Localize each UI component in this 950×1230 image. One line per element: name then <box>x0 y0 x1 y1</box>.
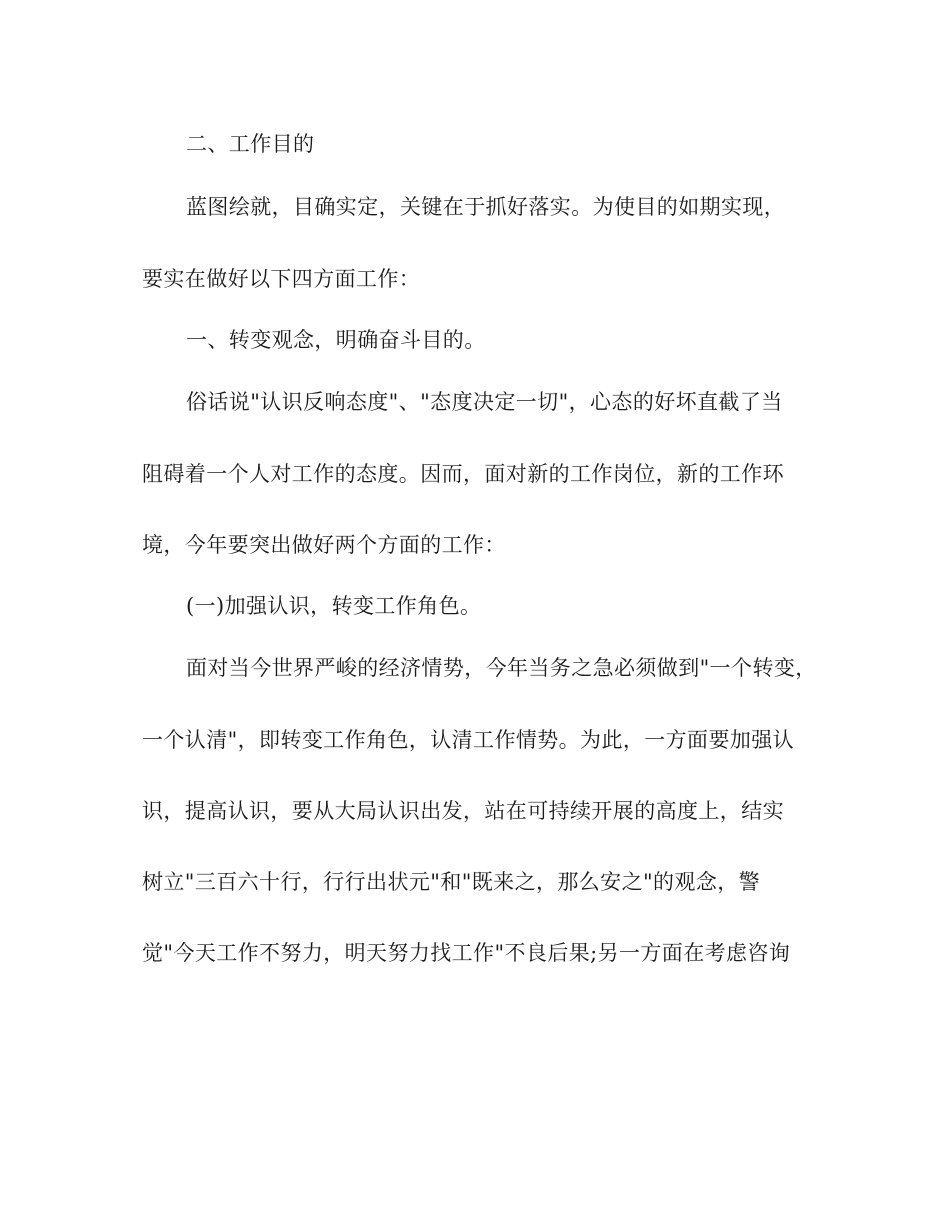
subsection-heading: (一)加强认识，转变工作角色。 <box>186 594 482 618</box>
paragraph-line: 一个认清"，即转变工作角色，认清工作情势。为此，一方面要加强认 <box>142 728 795 752</box>
paragraph-line: 觉"今天工作不努力，明天努力找工作"不良后果;另一方面在考虑咨询 <box>142 941 791 965</box>
paragraph-line: 蓝图绘就，目确实定，关键在于抓好落实。为使目的如期实现， <box>186 195 786 219</box>
paragraph-line: 阻碍着一个人对工作的态度。因而，面对新的工作岗位，新的工作环 <box>142 462 784 486</box>
section-heading: 二、工作目的 <box>186 132 315 156</box>
paragraph-line: 俗话说"认识反响态度"、"态度决定一切"，心态的好坏直截了当 <box>186 390 783 414</box>
subsection-heading: 一、转变观念，明确奋斗目的。 <box>186 328 486 352</box>
paragraph-line: 要实在做好以下四方面工作： <box>142 267 421 291</box>
paragraph-line: 境，今年要突出做好两个方面的工作： <box>142 533 506 557</box>
paragraph-line: 面对当今世界严峻的经济情势，今年当务之急必须做到"一个转变， <box>186 656 817 680</box>
paragraph-line: 识，提高认识，要从大局认识出发，站在可持续开展的高度上，结实 <box>142 799 784 823</box>
paragraph-line: 树立"三百六十行，行行出状元"和"既来之，那么安之"的观念，警 <box>142 870 761 894</box>
